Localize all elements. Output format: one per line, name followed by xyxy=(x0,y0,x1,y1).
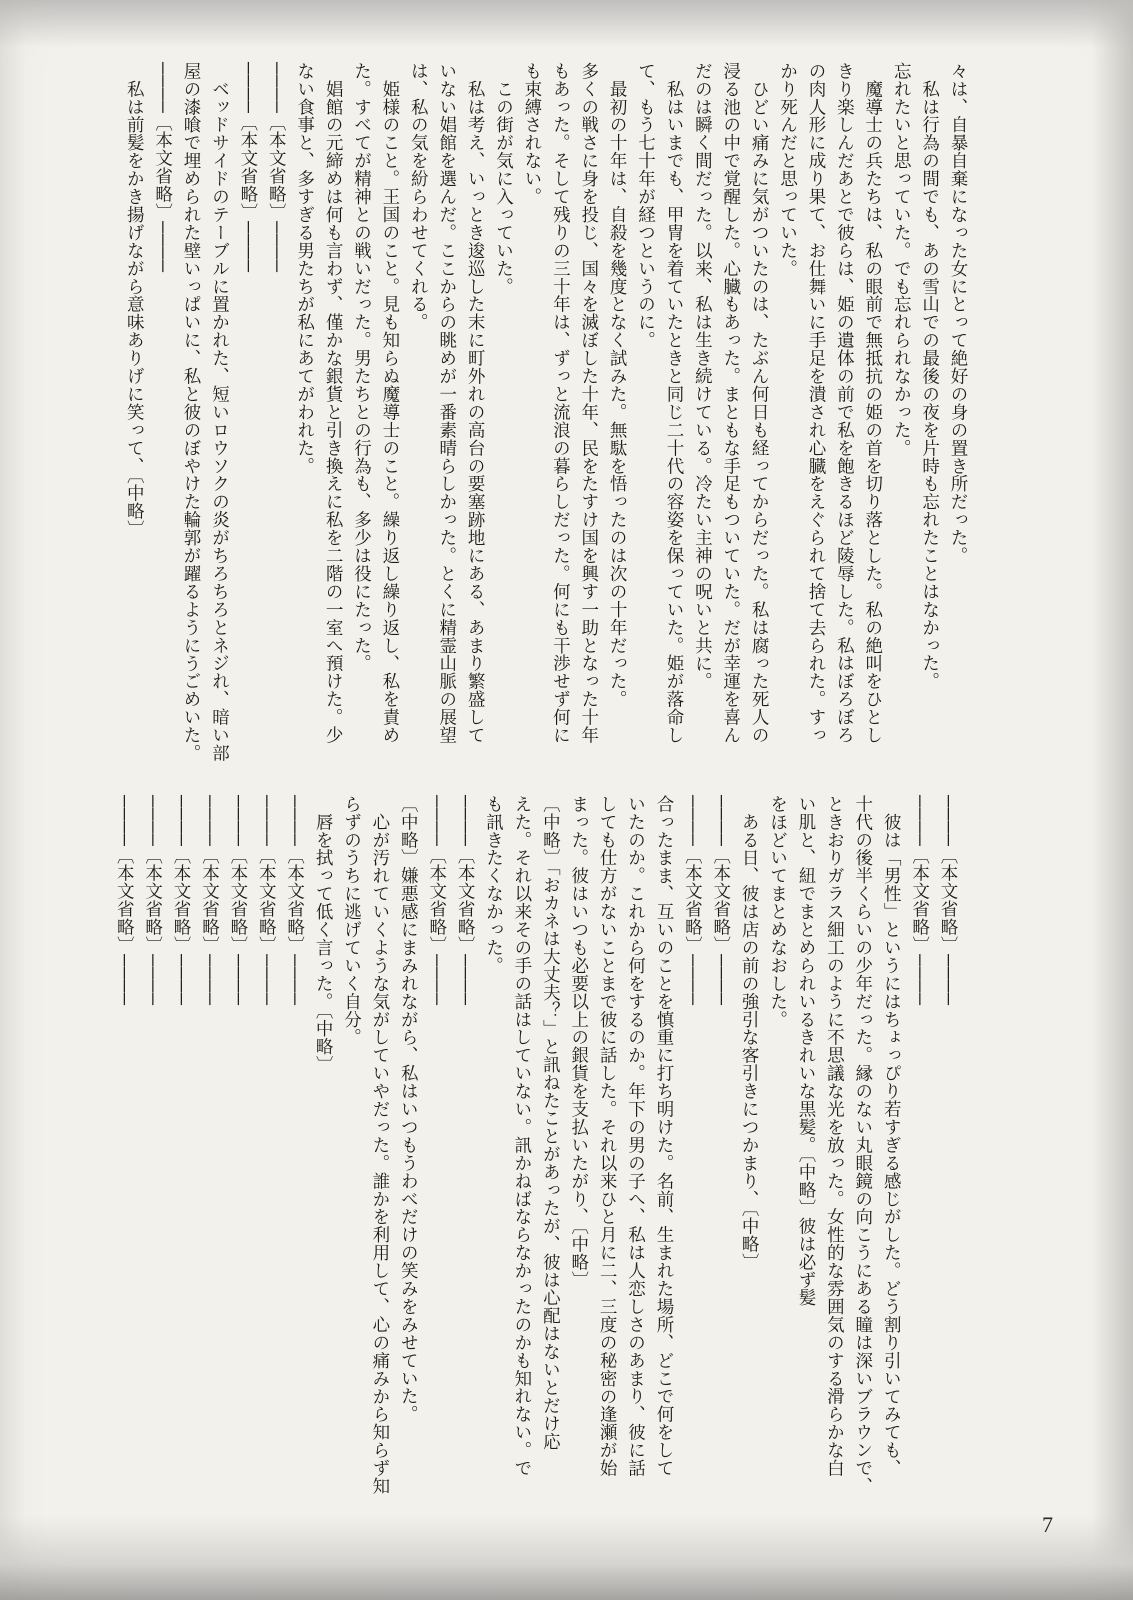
text-column: 々は、自暴自棄になった女にとって絶好の身の置き所だった。 xyxy=(949,62,969,565)
text-column: は、私の気を紛らわせてくれる。 xyxy=(409,62,430,332)
text-column: 〔中略〕嫌悪感にまみれながら、私はいつもうわべだけの笑みをみせていた。 xyxy=(399,795,420,1424)
text-column: ときおりガラス細工のように不思議な光を放った。女性的な雰囲気のする滑らかな白 xyxy=(825,795,846,1478)
text-column: も訊きたくなかった。 xyxy=(484,795,505,975)
text-column: 私は行為の間でも、あの雪山での最後の夜を片時も忘れたことはなかった。 xyxy=(920,62,941,691)
text-column: 十代の後半くらいの少年だった。縁のない丸眼鏡の向こうにある瞳は深いブラウンで、 xyxy=(853,795,874,1496)
text-column: ────〔本文省略〕──── xyxy=(285,795,306,1006)
text-column: もあった。そして残りの三十年は、ずっと流浪の暮らしだった。何にも干渉せず何に xyxy=(551,62,572,745)
text-column: ────〔本文省略〕──── xyxy=(200,795,221,1006)
text-column: 私は考え、いっとき逡巡した末に町外れの高台の要塞跡地にある、あまり繁盛して xyxy=(466,62,487,745)
text-column: 合ったまま、互いのことを慎重に打ち明けた。名前、生まれた場所、どこで何をして xyxy=(654,795,675,1478)
text-column: ────〔本文省略〕──── xyxy=(172,795,193,1006)
text-column: ────〔本文省略〕──── xyxy=(228,795,249,1006)
text-column: ────〔本文省略〕──── xyxy=(267,62,288,273)
text-column: も束縛されない。 xyxy=(522,62,543,206)
text-column: えた。それ以来その手の話はしていない。訊かねばならなかったのかも知れない。で xyxy=(512,795,533,1478)
text-column: ────〔本文省略〕──── xyxy=(115,795,136,1006)
text-column: 彼は「男性」というにはちょっぴり若すぎる感じがした。どう割り引いてみても、 xyxy=(882,795,903,1478)
text-column: 魔導士の兵たちは、私の眼前で無抵抗の姫の首を切り落とした。私の絶叫をひとし xyxy=(863,62,884,745)
text-column: ────〔本文省略〕──── xyxy=(143,795,164,1006)
text-column: をほどいてまとめなおした。 xyxy=(768,795,789,1029)
text-column: ────〔本文省略〕──── xyxy=(427,795,448,1006)
text-column: 私は前髪をかき揚げながら意味ありげに笑って、〔中略〕 xyxy=(125,62,146,538)
text-column: 浸る池の中で覚醒した。心臓もあった。まともな手足もついていた。だが幸運を喜ん xyxy=(721,62,742,745)
text-column: 姫様のこと。王国のこと。見も知らぬ魔導士のこと。繰り返し繰り返し、私を責め xyxy=(380,62,401,745)
text-column: ────〔本文省略〕──── xyxy=(711,795,732,1006)
text-column: かり死んだと思っていた。 xyxy=(778,62,799,278)
text-column: 私はいまでも、甲冑を着ていたときと同じ二十代の容姿を保っていた。姫が落命し xyxy=(664,62,685,745)
text-column: 多くの戦さに身を投じ、国々を滅ぼした十年、民をたすけ国を興す一助となった十年 xyxy=(579,62,600,745)
text-column: た。すべてが精神との戦いだった。男たちとの行為も、多少は役にたった。 xyxy=(352,62,373,673)
text-column: 忘れたいと思っていた。でも忘れられなかった。 xyxy=(892,62,913,457)
text-column: ない食事と、多すぎる男たちが私にあてがわれた。 xyxy=(295,62,316,475)
text-column: 心が汚れていくような気がしていやだった。誰かを利用して、心の痛みから知らず知 xyxy=(370,795,391,1496)
text-column: 唇を拭って低く言った。〔中略〕 xyxy=(314,795,335,1074)
text-column: ひどい痛みに気がついたのは、たぶん何日も経ってからだった。私は腐った死人の xyxy=(750,62,771,745)
text-column: ベッドサイドのテーブルに置かれた、短いロウソクの炎がちろちろとネジれ、暗い部 xyxy=(210,62,231,763)
text-column: ある日、彼は店の前の強引な客引きにつかまり、〔中略〕 xyxy=(740,795,761,1271)
text-column: て、もう七十年が経つというのに。 xyxy=(636,62,657,350)
text-column: この街が気に入っていた。 xyxy=(494,62,515,296)
top-text-block xyxy=(121,62,973,768)
text-column: だのは瞬く間だった。以来、私は生き続けている。冷たい主神の呪いと共に。 xyxy=(693,62,714,691)
text-column: い肌と、紐でまとめられいるきれいな黒髪。〔中略〕彼は必ず髪 xyxy=(796,795,817,1307)
text-column: の肉人形に成り果て、お仕舞いに手足を潰され心臓をえぐられて捨て去られた。すっ xyxy=(806,62,827,745)
text-column: いたのか。これから何をするのか。年下の男の子へ、私は人恋しさのあまり、彼に話 xyxy=(626,795,647,1478)
text-column: らずのうちに逃げていく自分。 xyxy=(342,795,363,1047)
text-column: 屋の漆喰で埋められた壁いっぱいに、私と彼のぼやけた輪郭が躍るようにうごめいた。 xyxy=(182,62,203,763)
text-column: 〔中略〕「おカネは大丈夫？」と訊ねたことがあったが、彼は心配はないとだけ応 xyxy=(541,795,562,1451)
bottom-text-block xyxy=(111,795,963,1507)
text-column: いない娼館を選んだ。ここからの眺めが一番素晴らしかった。とくに精霊山脈の展望 xyxy=(437,62,458,745)
page-number: 7 xyxy=(1042,1512,1053,1537)
text-column: ────〔本文省略〕──── xyxy=(910,795,931,1006)
text-column: ────〔本文省略〕──── xyxy=(939,795,959,1006)
text-column: ────〔本文省略〕──── xyxy=(683,795,704,1006)
text-column: ────〔本文省略〕──── xyxy=(257,795,278,1006)
text-column: しても仕方がないことまで彼に話した。それ以来ひと月に二、三度の秘密の逢瀬が始 xyxy=(598,795,619,1478)
text-column: ────〔本文省略〕──── xyxy=(456,795,477,1006)
text-column: ────〔本文省略〕──── xyxy=(238,62,259,273)
text-column: ────〔本文省略〕──── xyxy=(153,62,174,273)
text-column: 娼館の元締めは何も言わず、僅かな銀貨と引き換えに私を二階の一室へ預けた。少 xyxy=(324,62,345,745)
text-column: きり楽しんだあとで彼らは、姫の遺体の前で私を飽きるほど陵辱した。私はぼろぼろ xyxy=(835,62,856,745)
text-column: 最初の十年は、自殺を幾度となく試みた。無駄を悟ったのは次の十年だった。 xyxy=(608,62,629,709)
text-column: まった。彼はいつも必要以上の銀貨を支払いたがり、〔中略〕 xyxy=(569,795,590,1289)
